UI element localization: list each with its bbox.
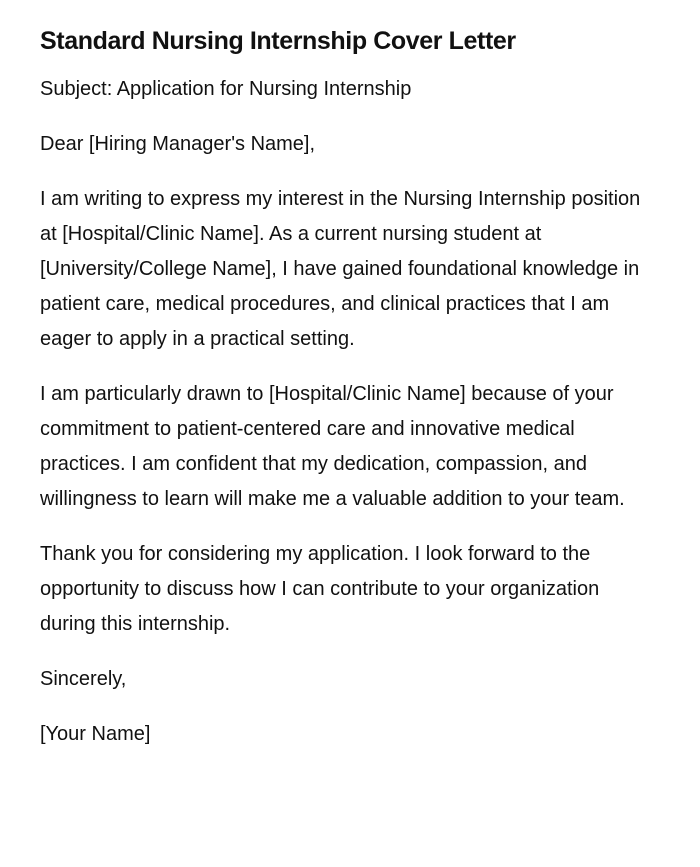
- signature: [Your Name]: [40, 723, 151, 745]
- subject-line: Subject: Application for Nursing Internship: [40, 78, 412, 100]
- body-paragraph-intro: I am writing to express my interest in the Nursing Internship position at [Hospital/Clinic Name]. As a current nursing student at [University/College Name], I have gained foundational knowledge in patient care, medical procedures, and clinical practices that I am eager to apply in a practical setting.: [40, 188, 641, 350]
- page-title: Standard Nursing Internship Cover Letter: [40, 27, 516, 55]
- body-paragraph-thanks: Thank you for considering my application. I look forward to the opportunity to discuss how I can contribute to your organization during this internship.: [40, 543, 600, 635]
- salutation: Dear [Hiring Manager's Name],: [40, 133, 316, 155]
- body-paragraph-motivation: I am particularly drawn to [Hospital/Clinic Name] because of your commitment to patient-centered care and innovative medical practices. I am confident that my dedication, compassion, and willingness to learn will make me a valuable addition to your team.: [40, 383, 625, 510]
- closing: Sincerely,: [40, 668, 127, 690]
